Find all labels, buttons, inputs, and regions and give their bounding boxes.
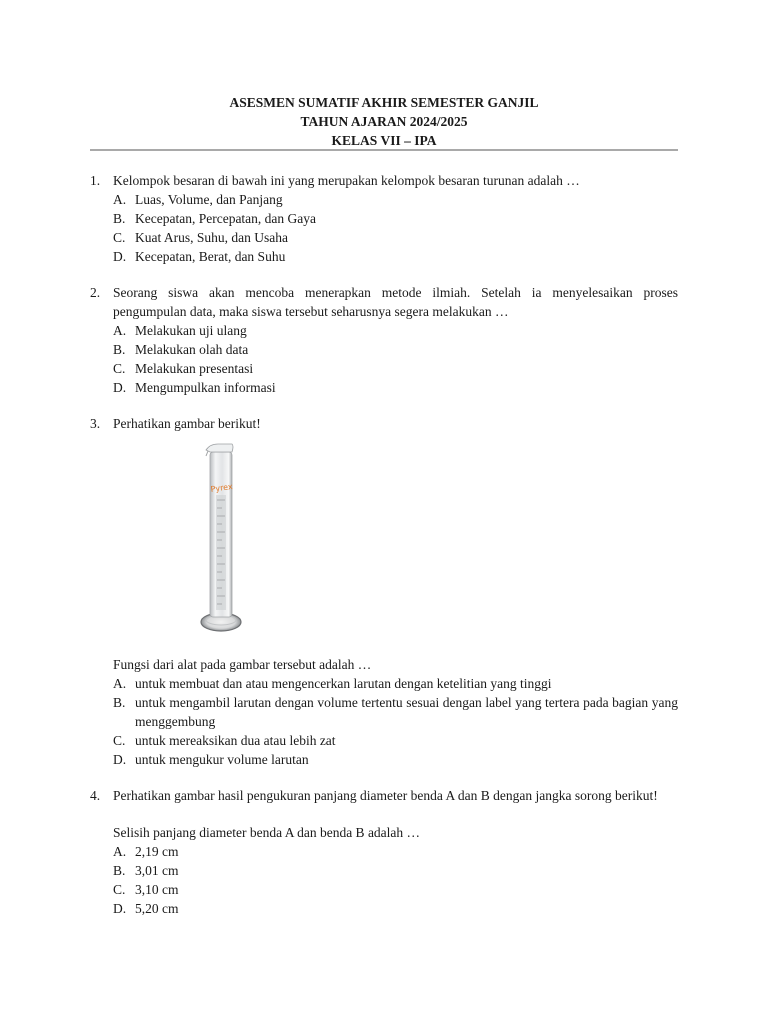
question-text: Perhatikan gambar berikut!: [113, 416, 261, 431]
option-text: 3,01 cm: [135, 863, 179, 878]
question-text: Kelompok besaran di bawah ini yang merupakan kelompok besaran turunan adalah …: [113, 173, 580, 188]
option-letter: A.: [113, 192, 127, 207]
option-text: 3,10 cm: [135, 882, 179, 897]
class-subject: KELAS VII – IPA: [331, 133, 437, 148]
question-prompt: Selisih panjang diameter benda A dan benda B adalah …: [113, 825, 421, 840]
option-text: Melakukan uji ulang: [135, 323, 247, 338]
question-3-options: [90, 655, 678, 769]
option-letter: C.: [113, 733, 126, 748]
option-a[interactable]: [113, 842, 678, 861]
option-b[interactable]: [113, 861, 678, 880]
option-text: untuk mengukur volume larutan: [135, 752, 309, 767]
option-text: Melakukan olah data: [135, 342, 249, 357]
option-letter: D.: [113, 752, 127, 767]
option-letter: D.: [113, 249, 127, 264]
option-letter: C.: [113, 230, 126, 245]
option-letter: C.: [113, 361, 126, 376]
option-c[interactable]: [113, 359, 678, 378]
option-text: Mengumpulkan informasi: [135, 380, 276, 395]
brand-label: Pyrex: [210, 481, 234, 494]
option-d[interactable]: [113, 750, 678, 769]
option-letter: D.: [113, 380, 127, 395]
option-d[interactable]: [113, 247, 678, 266]
option-b[interactable]: [113, 693, 678, 731]
option-text: untuk mengambil larutan dengan volume tertentu sesuai dengan label yang tertera pada bagian yang menggembung: [135, 695, 678, 729]
option-letter: B.: [113, 695, 126, 710]
option-a[interactable]: [113, 674, 678, 693]
option-c[interactable]: [113, 228, 678, 247]
option-text: Kecepatan, Percepatan, dan Gaya: [135, 211, 317, 226]
option-d[interactable]: [113, 378, 678, 397]
option-text: Kecepatan, Berat, dan Suhu: [135, 249, 286, 264]
question-text: Perhatikan gambar hasil pengukuran panjang diameter benda A dan B dengan jangka sorong berikut!: [113, 788, 658, 803]
header-divider: [90, 149, 678, 151]
option-text: 2,19 cm: [135, 844, 179, 859]
option-text: untuk membuat dan atau mengencerkan larutan dengan ketelitian yang tinggi: [135, 676, 552, 691]
question-text: Seorang siswa akan mencoba menerapkan metode ilmiah. Setelah ia menyelesaikan proses pengumpulan data, maka siswa tersebut seharusnya segera melakukan …: [113, 285, 678, 319]
option-letter: C.: [113, 882, 126, 897]
question-4: [90, 786, 678, 805]
option-b[interactable]: [113, 340, 678, 359]
question-number: 3.: [90, 416, 101, 431]
option-text: 5,20 cm: [135, 901, 179, 916]
exam-title: ASESMEN SUMATIF AKHIR SEMESTER GANJIL: [229, 95, 539, 110]
exam-header: [90, 93, 678, 150]
option-d[interactable]: [113, 899, 678, 918]
question-prompt: Fungsi dari alat pada gambar tersebut adalah …: [113, 657, 372, 672]
option-text: untuk mereaksikan dua atau lebih zat: [135, 733, 336, 748]
option-text: Kuat Arus, Suhu, dan Usaha: [135, 230, 288, 245]
option-letter: B.: [113, 863, 126, 878]
question-number: 1.: [90, 173, 101, 188]
option-letter: D.: [113, 901, 127, 916]
option-c[interactable]: [113, 880, 678, 899]
option-letter: B.: [113, 342, 126, 357]
question-4-options: [90, 823, 678, 918]
option-letter: B.: [113, 211, 126, 226]
option-letter: A.: [113, 844, 127, 859]
question-1: [90, 171, 678, 266]
question-number: 4.: [90, 788, 101, 803]
academic-year: TAHUN AJARAN 2024/2025: [300, 114, 468, 129]
option-c[interactable]: [113, 731, 678, 750]
option-letter: A.: [113, 323, 127, 338]
question-2: [90, 283, 678, 397]
question-3: [90, 414, 678, 433]
option-text: Luas, Volume, dan Panjang: [135, 192, 283, 207]
option-a[interactable]: [113, 321, 678, 340]
option-letter: A.: [113, 676, 127, 691]
option-b[interactable]: [113, 209, 678, 228]
option-text: Melakukan presentasi: [135, 361, 254, 376]
option-a[interactable]: [113, 190, 678, 209]
graduated-cylinder-image: [196, 440, 250, 640]
question-number: 2.: [90, 285, 101, 300]
